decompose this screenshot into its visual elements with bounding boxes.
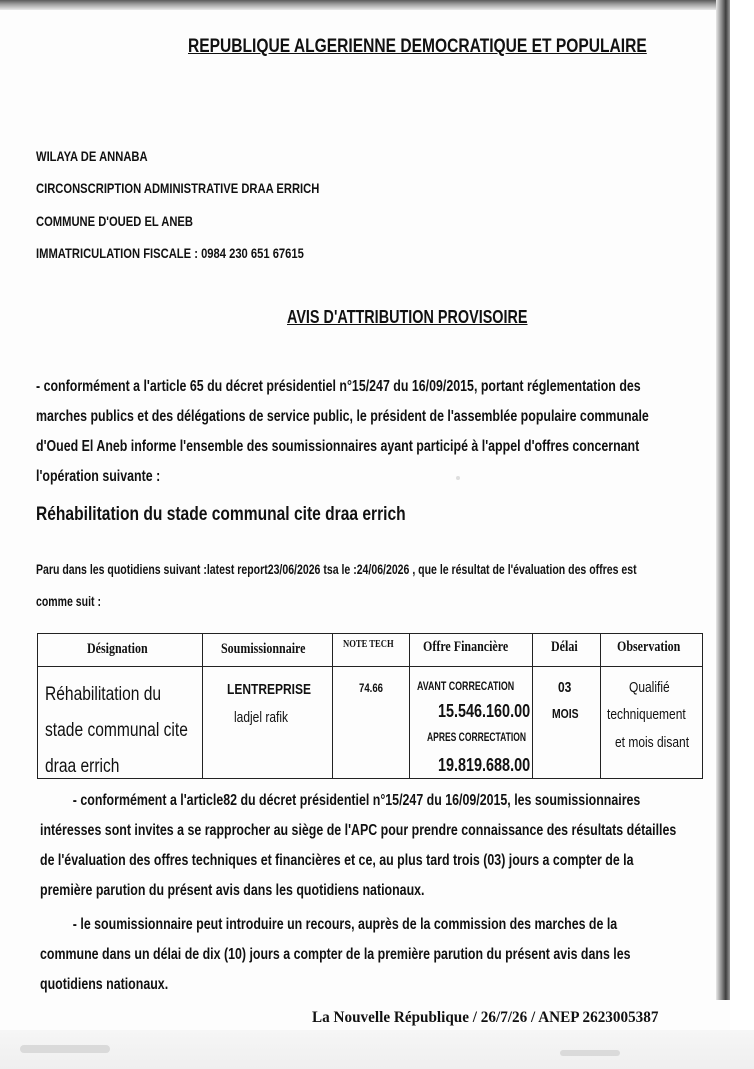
scan-speck [560, 1050, 620, 1056]
scan-edge-top [0, 0, 754, 10]
publication-line: Paru dans les quotidiens suivant :latest report23/06/2026 tsa le :24/06/2026 , que le résultat de l'évaluation des offres est [36, 562, 637, 577]
apres-correction-label: APRES CORRECTATION [427, 732, 526, 744]
commune-line: COMMUNE D'OUED EL ANEB [36, 213, 193, 229]
country-title: REPUBLIQUE ALGERIENNE DEMOCRATIQUE ET POPULAIRE [188, 36, 647, 57]
observation-line: techniquement [607, 706, 686, 723]
apres-correction-value: 19.819.688.00 [438, 755, 531, 775]
closing-line: de l'évaluation des offres techniques et financières et ce, au plus tard trois (03) jours a compter de la [40, 852, 634, 869]
closing-paragraph-2 [36, 910, 676, 1000]
scan-edge-right [716, 0, 730, 1000]
header-note-tech: NOTE TECH [343, 638, 394, 650]
fiscal-id-line: IMMATRICULATION FISCALE : 0984 230 651 67615 [36, 245, 304, 261]
soumissionnaire-person: ladjel rafik [234, 709, 289, 726]
table-border [37, 666, 703, 667]
table-border [409, 633, 410, 779]
avant-correction-value: 15.546.160.00 [438, 701, 531, 721]
intro-line: marches publics et des délégations de service public, le président de l'assemblée populaire communale [36, 408, 649, 425]
table-border [702, 633, 703, 779]
soumissionnaire-name: LENTREPRISE [227, 681, 312, 698]
designation-line: Réhabilitation du [45, 684, 162, 705]
delai-value: 03 [558, 679, 572, 696]
closing-line: quotidiens nationaux. [40, 976, 169, 993]
table-border [37, 633, 38, 779]
table-border [37, 778, 703, 779]
observation-line: Qualifié [629, 679, 670, 696]
wilaya-line: WILAYA DE ANNABA [36, 148, 148, 164]
observation-line: et mois disant [615, 734, 690, 751]
publication-source: La Nouvelle République / 26/7/26 / ANEP 2623005387 [312, 1009, 659, 1026]
closing-line: - le soumissionnaire peut introduire un recours, auprès de la commission des marches de la [72, 916, 618, 933]
closing-line: intéresses sont invites a se rapprocher au siège de l'APC pour prendre connaissance des résultats détailles [40, 822, 677, 839]
attribution-table [37, 633, 703, 779]
header-designation: Désignation [87, 641, 148, 657]
header-soumissionnaire: Soumissionnaire [221, 641, 306, 657]
scan-speck [20, 1045, 110, 1053]
intro-line: - conformément a l'article 65 du décret présidentiel n°15/247 du 16/09/2015, portant réglementation des [36, 378, 641, 395]
header-delai: Délai [551, 639, 578, 655]
scan-margin-right [730, 0, 754, 1069]
closing-paragraph-1 [36, 786, 676, 906]
table-border [532, 633, 533, 779]
header-offre: Offre Financière [423, 639, 509, 655]
note-tech-value: 74.66 [359, 681, 384, 695]
delai-unit: MOIS [552, 706, 579, 721]
circonscription-line: CIRCONSCRIPTION ADMINISTRATIVE DRAA ERRICH [36, 180, 320, 196]
intro-paragraph [36, 372, 676, 492]
closing-line: - conformément a l'article82 du décret présidentiel n°15/247 du 16/09/2015, les soumissionnaires [72, 792, 641, 809]
closing-line: commune dans un délai de dix (10) jours a compter de la première parution du présent avis dans les [40, 946, 631, 963]
avant-correction-label: AVANT CORRECATION [417, 679, 515, 693]
closing-line: première parution du présent avis dans les quotidiens nationaux. [40, 882, 425, 899]
header-observation: Observation [617, 639, 681, 655]
designation-line: stade communal cite [45, 720, 188, 741]
publication-line: comme suit : [36, 594, 101, 609]
table-border [332, 633, 333, 779]
notice-title: AVIS D'ATTRIBUTION PROVISOIRE [287, 307, 528, 327]
table-border [37, 633, 703, 634]
scan-speck [456, 476, 460, 480]
operation-title: Réhabilitation du stade communal cite draa errich [36, 504, 406, 525]
intro-line: l'opération suivante : [36, 468, 161, 485]
scan-edge-bottom [0, 1030, 754, 1069]
table-border [202, 633, 203, 779]
designation-line: draa errich [45, 756, 120, 777]
intro-line: d'Oued El Aneb informe l'ensemble des soumissionnaires ayant participé à l'appel d'offres concernant [36, 438, 640, 455]
table-border [600, 633, 601, 779]
